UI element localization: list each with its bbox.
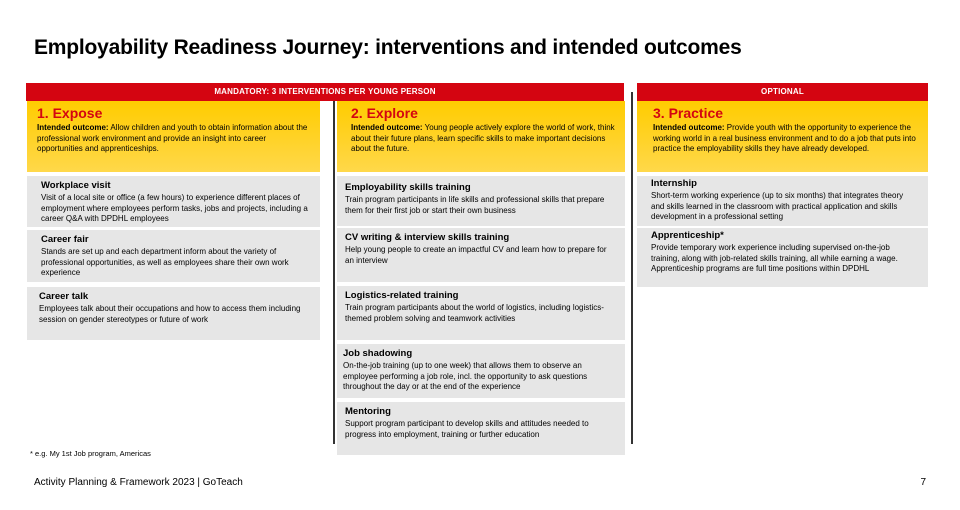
card-title: Internship	[651, 178, 697, 189]
practice-heading: 3. Practice	[653, 105, 724, 121]
card-title: Mentoring	[345, 406, 391, 417]
card-title: Logistics-related training	[345, 290, 459, 301]
card-title: Career talk	[39, 291, 89, 302]
divider-right	[631, 92, 633, 444]
card-title: Employability skills training	[345, 182, 471, 193]
expose-header	[27, 101, 320, 172]
card-career-fair	[27, 230, 320, 282]
card-title: Workplace visit	[41, 180, 111, 191]
footer-text: Activity Planning & Framework 2023 | GoTeach	[34, 477, 243, 488]
expose-heading: 1. Expose	[37, 105, 103, 121]
outcome-label: Intended outcome:	[653, 123, 725, 132]
card-description: Train program participants in life skills and professional skills that prepare them for their first job or start their own business	[345, 195, 605, 215]
card-description: Employees talk about their occupations and how to access them including session on gender stereotypes or future of work	[39, 304, 301, 324]
card-mentoring	[337, 402, 625, 455]
card-logistics-training	[337, 286, 625, 340]
card-employability-skills	[337, 176, 625, 226]
outcome-label: Intended outcome:	[351, 123, 423, 132]
card-description: On-the-job training (up to one week) that allows them to observe an employee performing a job role, incl. the opportunity to ask questions throughout the day or at the end of the experience	[343, 361, 588, 391]
card-apprenticeship	[637, 228, 928, 287]
page-title: Employability Readiness Journey: interventions and intended outcomes	[34, 36, 742, 59]
practice-outcome-text: Provide youth with the opportunity to experience the working world in a real business environment and to do a job that puts into practice the employability skills they have already developed.	[653, 123, 916, 153]
explore-outcome-text: Young people actively explore the world of work, think about their future plans, learn specific skills to make important decisions about the future.	[351, 123, 615, 153]
card-description: Short-term working experience (up to six months) that integrates theory and skills learned in the classroom with practical application and skills development in a professional setting	[651, 191, 904, 221]
mandatory-banner: MANDATORY: 3 INTERVENTIONS PER YOUNG PERSON	[26, 83, 624, 101]
card-description: Support program participant to develop skills and attitudes needed to progress into employment, training or further education	[345, 419, 589, 439]
card-title: Job shadowing	[343, 348, 413, 359]
card-title: Apprenticeship*	[651, 230, 724, 241]
card-title: Career fair	[41, 234, 89, 245]
practice-outcome	[653, 123, 918, 155]
card-workplace-visit	[27, 176, 320, 227]
expose-outcome-text: Allow children and youth to obtain information about the professional work environment and provide an insight into career opportunities and apprenticeships.	[37, 123, 308, 153]
explore-heading: 2. Explore	[351, 105, 418, 121]
card-internship	[637, 176, 928, 226]
optional-banner: OPTIONAL	[637, 83, 928, 101]
card-career-talk	[27, 287, 320, 340]
page-number: 7	[920, 477, 926, 488]
card-description: Help young people to create an impactful CV and learn how to prepare for an interview	[345, 245, 607, 265]
card-cv-writing	[337, 228, 625, 282]
card-description: Provide temporary work experience including supervised on-the-job training, along with job-related skills training, all while earning a wage. Apprenticeship programs are full time positions within DPDHL	[651, 243, 898, 273]
footnote: * e.g. My 1st Job program, Americas	[30, 449, 151, 458]
card-job-shadowing	[337, 344, 625, 398]
practice-header	[637, 101, 928, 172]
card-description: Train program participants about the world of logistics, including logistics-themed problem solving and teamwork activities	[345, 303, 604, 323]
explore-outcome	[351, 123, 615, 155]
divider-left	[333, 101, 335, 444]
explore-header	[337, 101, 625, 172]
card-description: Stands are set up and each department inform about the variety of professional opportunities, as well as employees share their own work experience	[41, 247, 289, 277]
card-title: CV writing & interview skills training	[345, 232, 510, 243]
expose-outcome	[37, 123, 310, 155]
card-description: Visit of a local site or office (a few hours) to experience different places of employment where employees perform tasks, jobs and projects, including a career Q&A with DPDHL employees	[41, 193, 308, 223]
outcome-label: Intended outcome:	[37, 123, 109, 132]
